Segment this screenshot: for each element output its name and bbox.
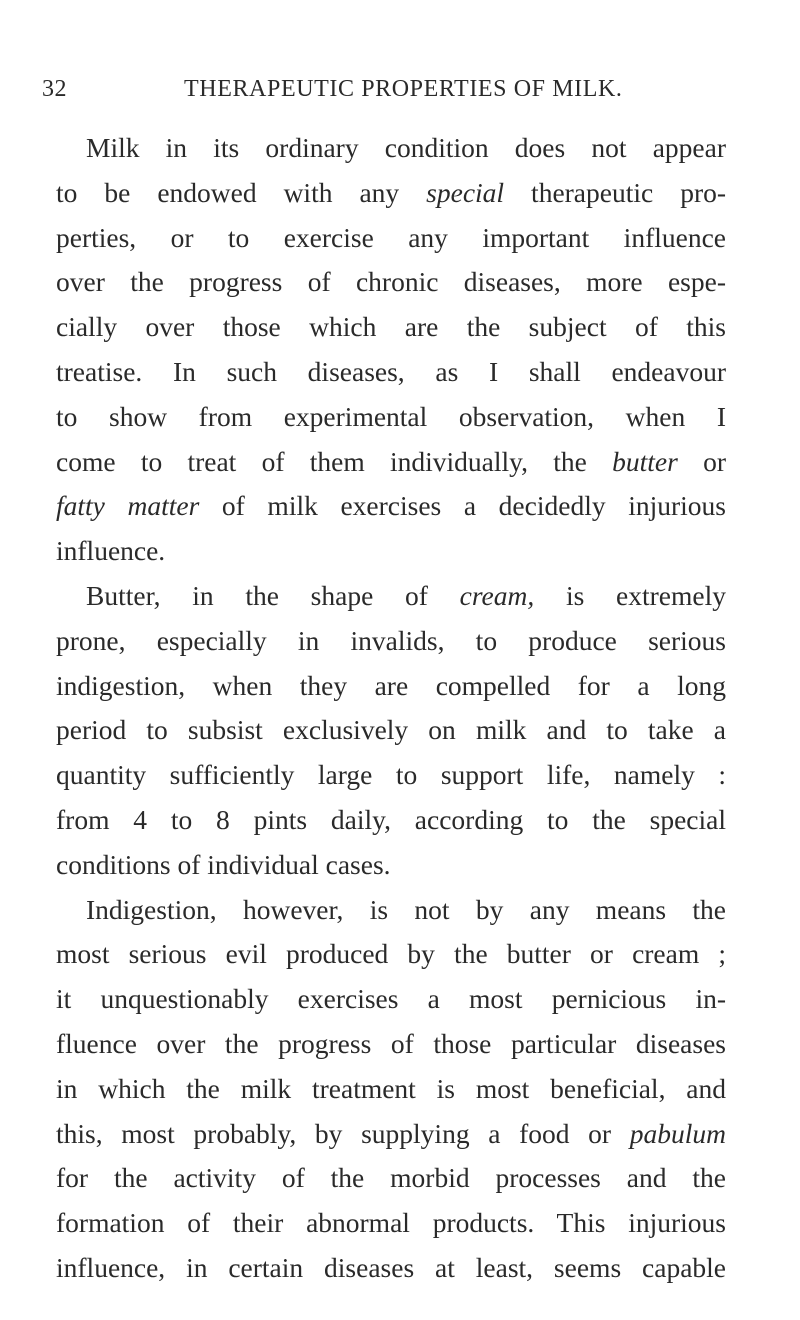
text-line: fatty matter of milk exercises a decidedly injurious — [56, 490, 726, 522]
text-line: influence. — [56, 535, 166, 567]
text-line: over the progress of chronic diseases, more espe- — [56, 266, 726, 298]
text-line: most serious evil produced by the butter or cream ; — [56, 938, 726, 970]
italic-text: special — [426, 176, 505, 208]
running-head — [42, 76, 742, 110]
text-line: in which the milk treatment is most beneficial, and — [56, 1072, 726, 1104]
text-line: formation of their abnormal products. This injurious — [56, 1207, 726, 1239]
text-line: fluence over the progress of those particular diseases — [56, 1027, 726, 1059]
text-line: cially over those which are the subject of this — [56, 311, 726, 343]
text-line: to be endowed with any special therapeutic pro- — [56, 176, 727, 208]
body-text — [56, 126, 726, 1291]
text-line: period to subsist exclusively on milk and to take a — [56, 714, 726, 746]
text-line: perties, or to exercise any important influence — [56, 221, 726, 253]
text-line: for the activity of the morbid processes and the — [56, 1162, 726, 1194]
page-number: 32 — [42, 76, 67, 102]
text-line: influence, in certain diseases at least, seems capable — [56, 1251, 726, 1283]
text-line: indigestion, when they are compelled for a long — [56, 669, 726, 701]
text-line: treatise. In such diseases, as I shall endeavour — [56, 355, 726, 387]
text-line: Butter, in the shape of cream, is extremely — [86, 579, 726, 611]
text-line: Indigestion, however, is not by any means the — [86, 893, 726, 925]
text-line: prone, especially in invalids, to produce serious — [56, 624, 726, 656]
italic-text: fatty matter — [56, 490, 200, 522]
text-line: come to treat of them individually, the butter or — [56, 445, 726, 477]
italic-text: butter — [612, 445, 678, 477]
text-line: quantity sufficiently large to support life, namely : — [56, 759, 726, 791]
text-line: to show from experimental observation, when I — [56, 400, 726, 432]
italic-text: pabulum — [629, 1117, 726, 1149]
text-line: conditions of individual cases. — [56, 848, 391, 880]
text-line: Milk in its ordinary condition does not appear — [86, 132, 726, 163]
text-line: from 4 to 8 pints daily, according to the special — [56, 803, 726, 835]
running-title: THERAPEUTIC PROPERTIES OF MILK. — [184, 76, 623, 102]
italic-text: cream, — [459, 579, 535, 611]
text-line: this, most probably, by supplying a food or pabulum — [56, 1117, 726, 1149]
text-line: it unquestionably exercises a most pernicious in- — [56, 983, 726, 1015]
